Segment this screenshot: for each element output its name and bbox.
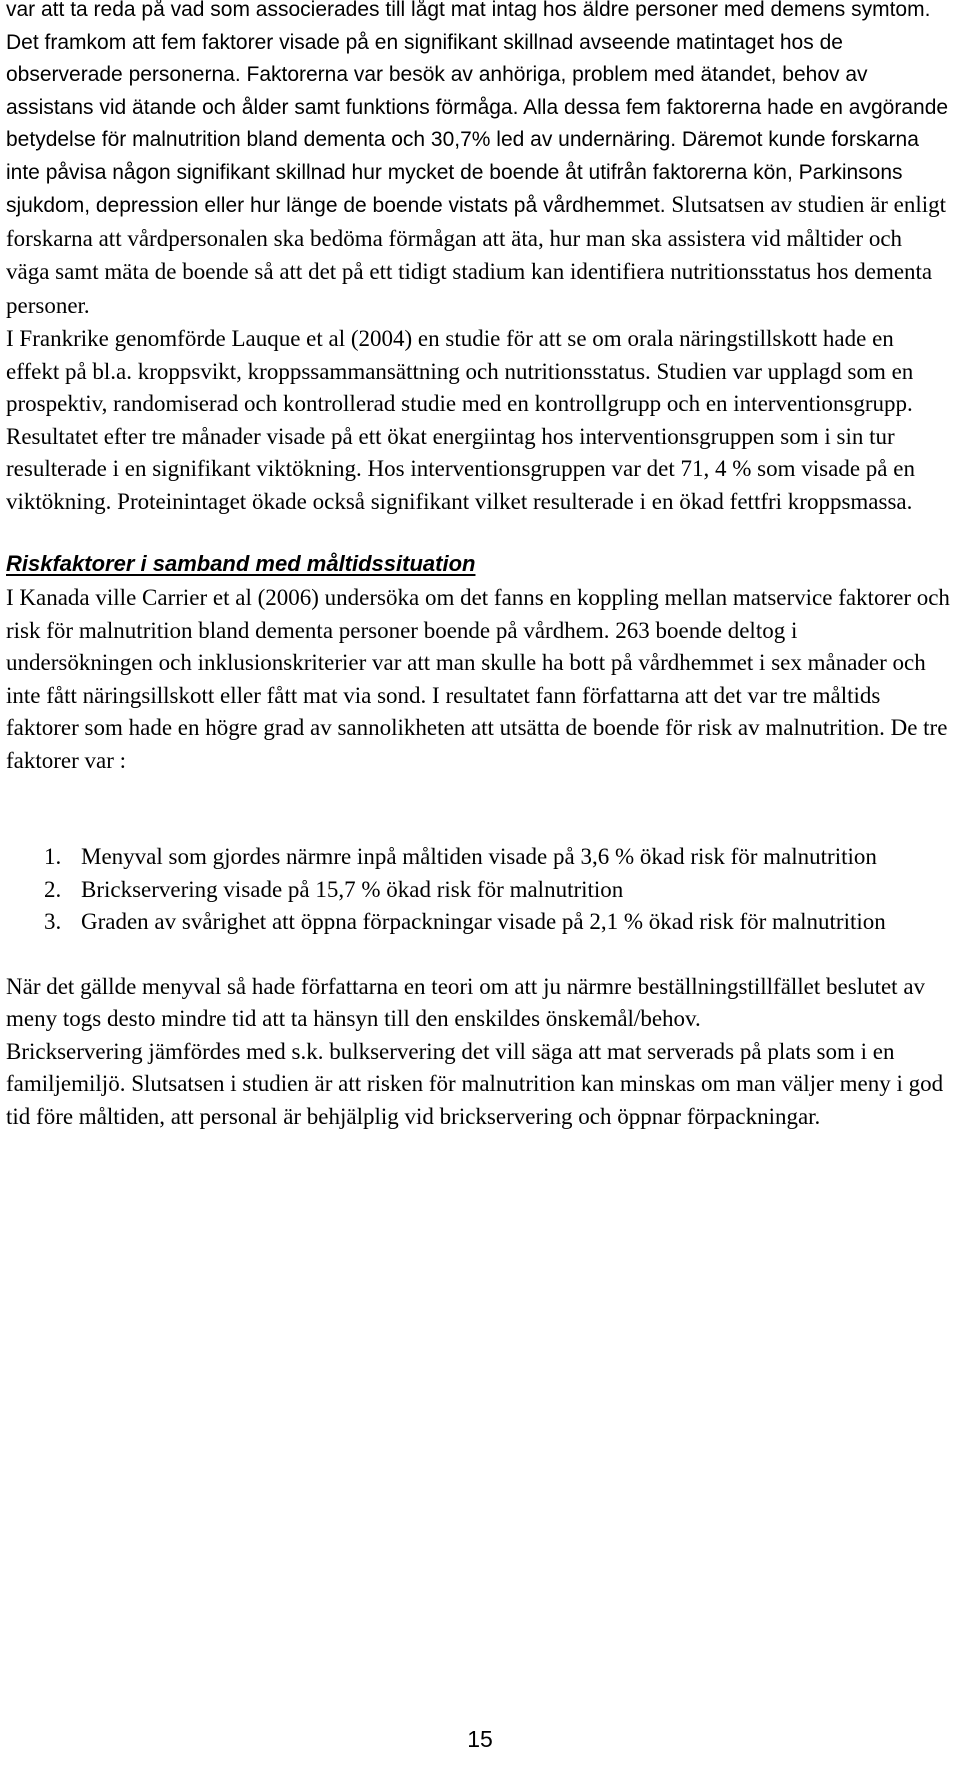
- lauque-paragraph: I Frankrike genomförde Lauque et al (2004) en studie för att se om orala näringstillskott hade en effekt på bl.a. kroppsvikt, kroppssammansättning och nutritionsstatus. Studien var upplagd som en prospektiv, randomiserad och kontrollerad studie med en kontrollgrupp och en interventionsgrupp. Resultatet efter tre månader visade på ett ökat energiintag hos interventionsgruppen som i sin tur resulterade i en signifikant viktökning. Hos interventionsgruppen var det 71, 4 % som visade på en viktökning. Proteinintaget ökade också signifikant vilket resulterade i en ökad fettfri kroppsmassa.: [6, 326, 915, 514]
- document-page: [6, 0, 950, 1133]
- factor-list: [6, 841, 950, 939]
- list-item-number: 3.: [44, 909, 62, 934]
- list-item: [6, 874, 950, 907]
- list-item-number: 2.: [44, 876, 62, 902]
- carrier-paragraph: I Kanada ville Carrier et al (2006) undersöka om det fanns en koppling mellan matservice faktorer och risk för malnutrition bland dementa personer boende på vårdhem. 263 boende deltog i undersökningen och inklusionskriterier var att man skulle ha bott på vårdhemmet i sex månader och inte fått näringsillskott eller fått mat via sond. I resultatet fann författarna att det var tre måltids faktorer som hade en högre grad av sannolikheten att utsätta de boende för risk av malnutrition. De tre faktorer var :: [6, 585, 950, 773]
- list-item-text: Graden av svårighet att öppna förpackningar visade på 2,1 % ökad risk för malnutrition: [81, 909, 886, 934]
- intro-paragraph-serif-part: Slutsatsen av studien är enligt forskarna att vårdpersonalen ska bedöma förmågan att äta, hur man ska assistera vid måltider och väga samt mäta de boende så att det på ett tidigt stadium kan identifiera nutritionsstatus hos dementa personer.: [6, 192, 947, 318]
- list-item-text: Brickservering visade på 15,7 % ökad risk för malnutrition: [81, 876, 624, 902]
- brickservering-paragraph: Brickservering jämfördes med s.k. bulkservering det vill säga att mat serverads på plats som i en familjemiljö. Slutsatsen i studien är att risken för malnutrition kan minskas om man väljer meny i god tid före måltiden, att personal är behjälplig vid brickservering och öppnar förpackningar.: [6, 1038, 944, 1129]
- list-item: [6, 841, 950, 874]
- list-item-number: 1.: [44, 844, 62, 869]
- section-heading: Riskfaktorer i samband med måltidssituation: [6, 551, 476, 576]
- menyval-paragraph: När det gällde menyval så hade författarna en teori om att ju närmre beställningstillfället beslutet av meny togs desto mindre tid att ta hänsyn till den enskildes önskemål/behov.: [6, 973, 926, 1031]
- intro-paragraph-sans-part: var att ta reda på vad som associerades till lågt mat intag hos äldre personer med demens symtom. Det framkom att fem faktorer visade på en signifikant skillnad avseende matintaget hos de observerade personerna. Faktorerna var besök av anhöriga, problem med ätandet, behov av assistans vid ätande och ålder samt funktions förmåga. Alla dessa fem faktorerna hade en avgörande betydelse för malnutrition bland dementa och 30,7% led av undernäring. Däremot kunde forskarna inte påvisa någon signifikant skillnad hur mycket de boende åt utifrån faktorerna kön, Parkinsons sjukdom, depression eller hur länge de boende vistats på vårdhemmet.: [6, 0, 949, 217]
- list-item-text: Menyval som gjordes närmre inpå måltiden visade på 3,6 % ökad risk för malnutrition: [81, 844, 877, 869]
- list-item: [6, 906, 950, 939]
- page-number: 15: [467, 1726, 493, 1752]
- intro-paragraph: [6, 0, 950, 323]
